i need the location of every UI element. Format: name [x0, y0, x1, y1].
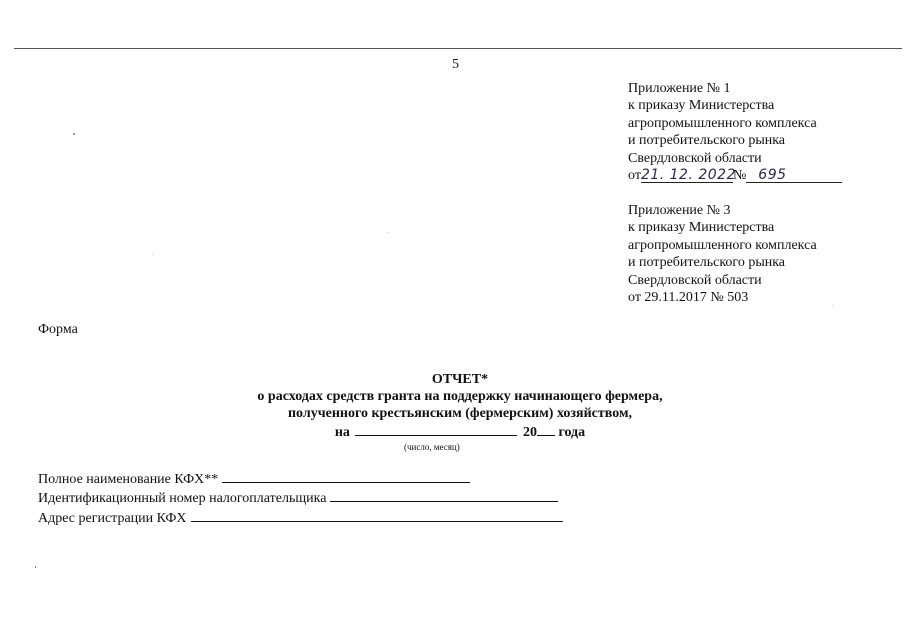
report-subtitle-2: полученного крестьянским (фермерским) хозяйством, [287, 406, 633, 421]
from-label: от [628, 168, 641, 184]
appendix-1-line: Приложение № 1 [628, 81, 731, 96]
full-name-blank-field[interactable] [222, 469, 470, 483]
appendix-3-line: Свердловской области [628, 272, 762, 288]
handwritten-date: 21. 12. 2022 [640, 167, 736, 184]
report-title: ОТЧЕТ* [431, 372, 489, 387]
appendix-1-date-row [628, 167, 842, 184]
appendix-3-line: от 29.11.2017 № 503 [628, 290, 749, 306]
field-row-address [38, 508, 563, 527]
appendix-3-line: и потребительского рынка [628, 255, 786, 271]
form-label: Форма [38, 322, 78, 337]
address-label: Адрес регистрации КФХ [38, 510, 187, 526]
date-hint: (число, месяц) [404, 442, 460, 452]
year-prefix: 20 [522, 425, 537, 440]
date-blank-field[interactable] [355, 422, 517, 436]
top-rule [14, 48, 902, 49]
appendix-3-line: к приказу Министерства [628, 220, 775, 236]
handwritten-number: 695 [746, 168, 842, 183]
year-blank-field[interactable] [537, 422, 555, 436]
number-label: № [732, 168, 747, 184]
date-prefix: на [334, 425, 350, 440]
full-name-label: Полное наименование КФХ** [38, 472, 219, 487]
appendix-3-line: агропромышленного комплекса [628, 237, 817, 253]
appendix-1-line: агропромышленного комплекса [628, 115, 817, 131]
scan-speck [73, 133, 75, 135]
appendix-1-line: Свердловской области [628, 150, 762, 166]
inn-label: Идентификационный номер налогоплательщика [38, 491, 327, 507]
appendix-3-line: Приложение № 3 [628, 203, 731, 218]
appendix-1-line: к приказу Министерства [628, 98, 775, 114]
report-heading [200, 371, 720, 441]
field-row-full-name [38, 469, 563, 488]
scan-speck [35, 566, 36, 568]
appendix-3-block [628, 202, 817, 306]
scan-speck [152, 254, 153, 255]
appendix-1-block [628, 80, 842, 184]
scan-speck [832, 305, 833, 306]
fields-block [38, 469, 563, 527]
report-subtitle-1: о расходах средств гранта на поддержку начинающего фермера, [257, 389, 663, 404]
year-suffix: года [558, 425, 586, 440]
inn-blank-field[interactable] [330, 488, 558, 502]
report-date-line [200, 422, 720, 441]
appendix-1-line: и потребительского рынка [628, 133, 786, 149]
page-number: 5 [452, 57, 459, 72]
address-blank-field[interactable] [191, 508, 563, 522]
scan-speck [388, 232, 389, 233]
field-row-inn [38, 488, 563, 507]
